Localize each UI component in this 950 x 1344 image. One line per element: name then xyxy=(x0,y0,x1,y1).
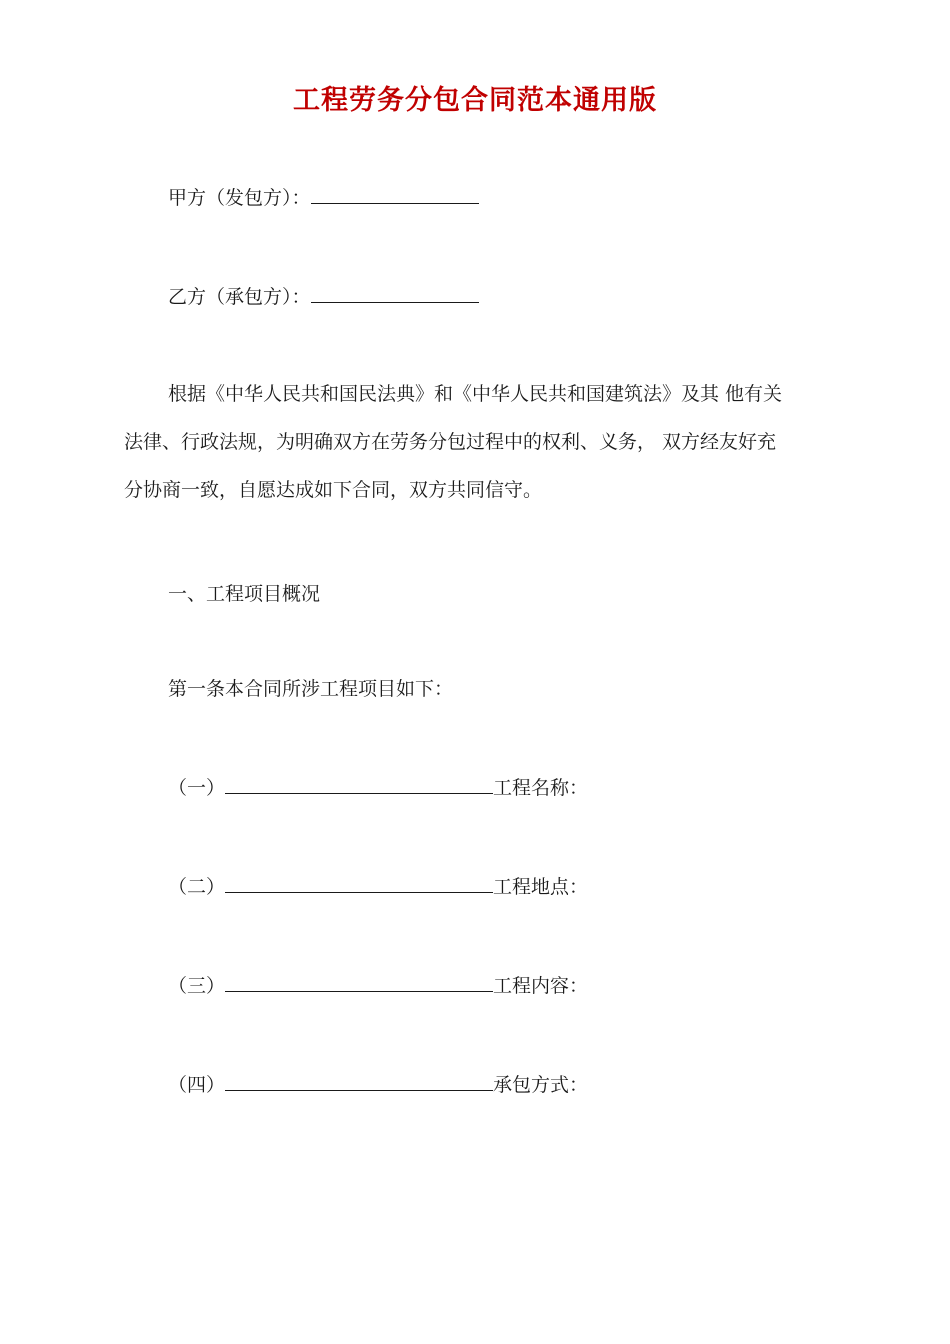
preamble-line: 法律、行政法规，为明确双方在劳务分包过程中的权利、义务， 双方经友好充 xyxy=(124,431,777,453)
item-number: （三） xyxy=(168,975,226,997)
article-text: 第一条本合同所涉工程项目如下： xyxy=(168,678,454,700)
party-a-blank xyxy=(311,185,479,204)
party-a-line xyxy=(168,185,479,210)
section-heading: 一、工程项目概况 xyxy=(168,583,321,605)
item-line xyxy=(168,1072,588,1097)
item-label: 工程内容： xyxy=(493,975,589,997)
item-number: （一） xyxy=(168,777,226,799)
item-blank xyxy=(225,775,493,794)
party-a-label: 甲方（发包方）： xyxy=(168,187,311,209)
party-b-label: 乙方（承包方）： xyxy=(168,286,311,308)
item-number: （二） xyxy=(168,876,226,898)
preamble-line: 分协商一致，自愿达成如下合同，双方共同信守。 xyxy=(124,479,543,501)
item-label: 工程名称： xyxy=(493,777,589,799)
item-label: 工程地点： xyxy=(493,876,589,898)
item-line xyxy=(168,973,588,998)
item-label: 承包方式： xyxy=(493,1074,589,1096)
item-number: （四） xyxy=(168,1074,226,1096)
item-blank xyxy=(225,973,493,992)
party-b-blank xyxy=(311,284,479,303)
item-line xyxy=(168,874,588,899)
preamble-paragraph xyxy=(124,370,834,514)
item-blank xyxy=(225,1072,493,1091)
document-title: 工程劳务分包合同范本通用版 xyxy=(293,85,657,116)
item-line xyxy=(168,775,588,800)
item-blank xyxy=(225,874,493,893)
party-b-line xyxy=(168,284,479,309)
preamble-line: 根据《中华人民共和国民法典》和《中华人民共和国建筑法》及其 他有关 xyxy=(168,383,783,405)
